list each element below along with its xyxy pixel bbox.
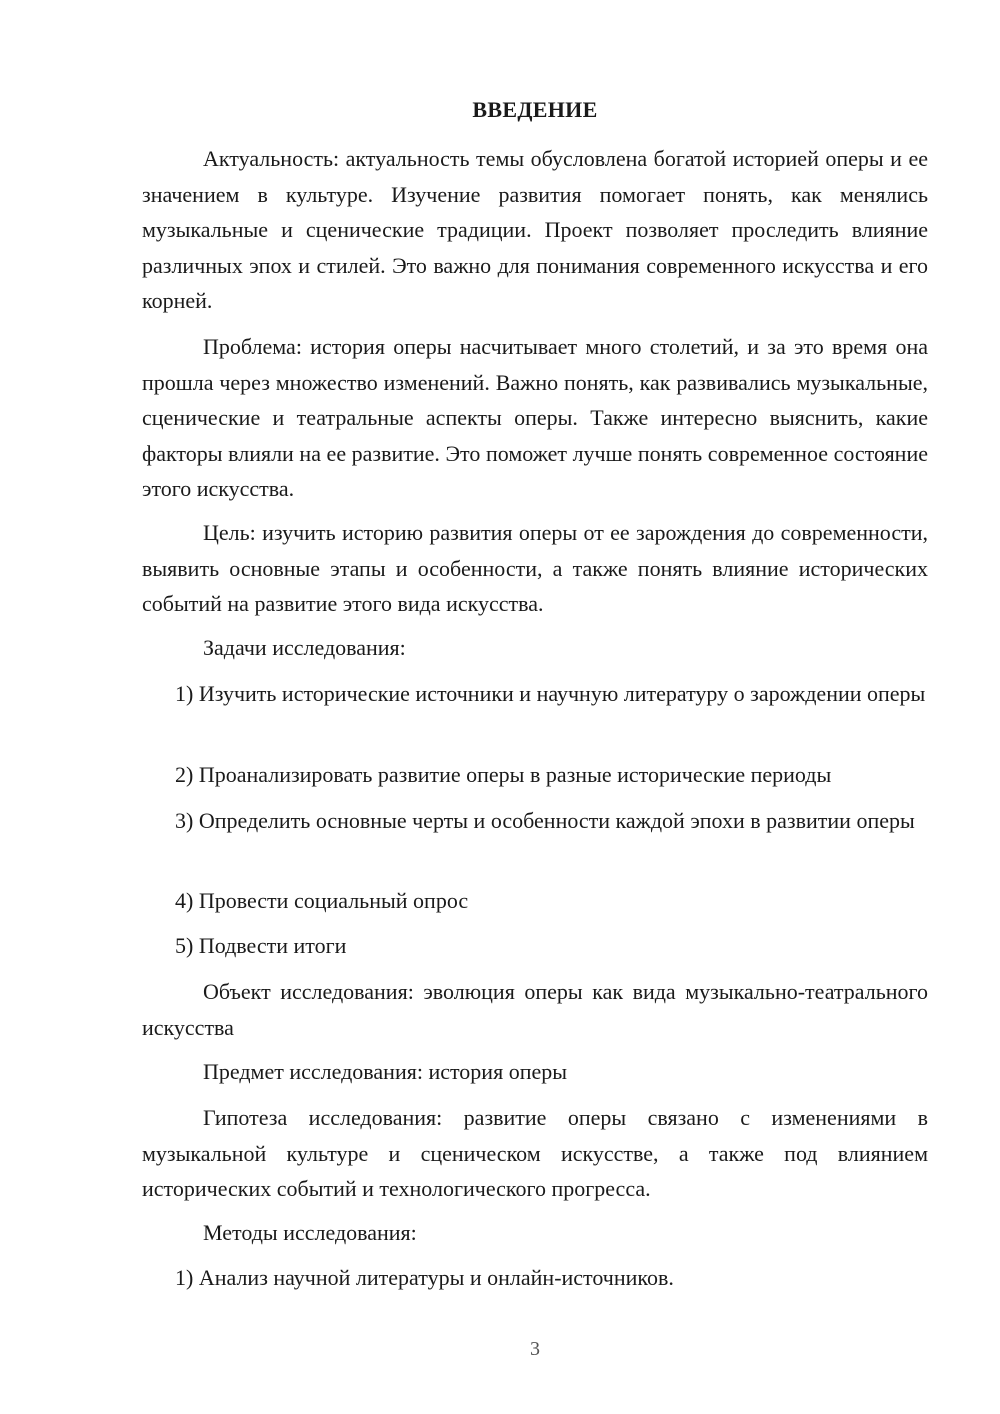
tasks-heading: Задачи исследования: <box>203 635 406 660</box>
task-item: 5) Подвести итоги <box>175 933 347 958</box>
paragraph-goal: Цель: изучить историю развития оперы от ее зарождения до современности, выявить основные этапы и особенности, а также понять влияние исторических событий на развитие этого вида искусства. <box>142 520 928 616</box>
paragraph-relevance: Актуальность: актуальность темы обусловлена богатой историей оперы и ее значением в культуре. Изучение развития помогает понять, как менялись музыкальные и сценические традиции. Проект позволяет проследить влияние различных эпох и стилей. Это важно для понимания современного искусства и его корней. <box>142 146 928 313</box>
paragraph-subject: Предмет исследования: история оперы <box>203 1059 568 1084</box>
paragraph-object: Объект исследования: эволюция оперы как вида музыкально-театрального искусства <box>142 979 928 1040</box>
paragraph-hypothesis: Гипотеза исследования: развитие оперы связано с изменениями в музыкальной культуре и сценическом искусстве, а также под влиянием исторических событий и технологического прогресса. <box>142 1105 928 1201</box>
methods-heading: Методы исследования: <box>203 1220 417 1245</box>
section-title: ВВЕДЕНИЕ <box>472 97 598 122</box>
method-item: 1) Анализ научной литературы и онлайн-источников. <box>175 1265 674 1290</box>
task-item: 1) Изучить исторические источники и научную литературу о зарождении оперы <box>175 681 926 706</box>
task-item: 2) Проанализировать развитие оперы в разные исторические периоды <box>175 762 832 787</box>
task-item: 4) Провести социальный опрос <box>175 888 469 913</box>
task-item: 3) Определить основные черты и особенности каждой эпохи в развитии оперы <box>175 808 915 833</box>
page-number: 3 <box>530 1338 540 1360</box>
document-page <box>142 0 928 1414</box>
paragraph-problem: Проблема: история оперы насчитывает много столетий, и за это время она прошла через множество изменений. Важно понять, как развивались музыкальные, сценические и театральные аспекты оперы. Также интересно выяснить, какие факторы влияли на ее развитие. Это поможет лучше понять современное состояние этого искусства. <box>142 334 928 501</box>
